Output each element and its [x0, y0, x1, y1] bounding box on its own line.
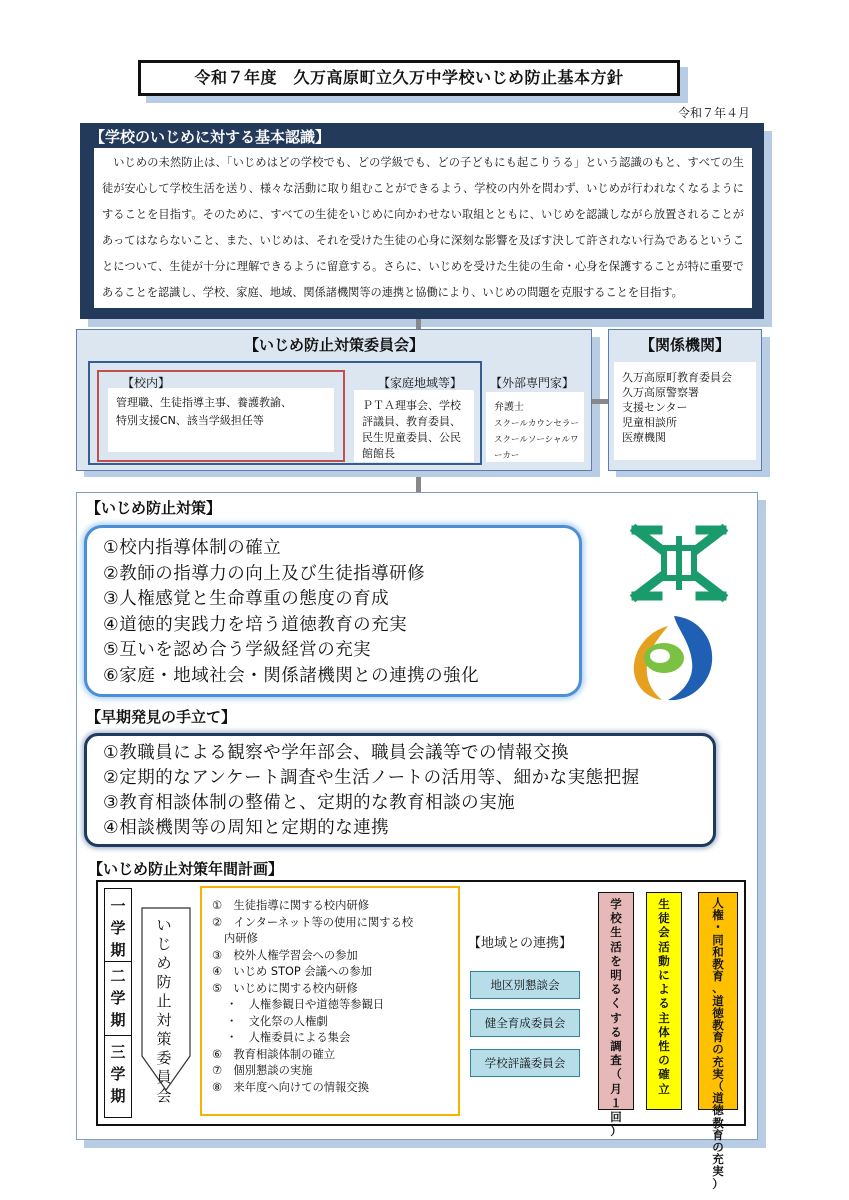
- vertical-char: 月: [610, 1081, 622, 1096]
- vertical-char: 徒: [658, 911, 670, 926]
- external-expert-label: 【外部専門家】: [490, 376, 575, 390]
- vertical-char: く: [610, 996, 622, 1011]
- recognition-heading: 【学校のいじめに対する基本認識】: [90, 128, 331, 146]
- vertical-char: 教: [712, 1115, 724, 1130]
- vertical-char: 会: [658, 925, 670, 940]
- vertical-char: ・: [712, 920, 724, 935]
- term-divider: [105, 1035, 131, 1036]
- vertical-char: 徳: [712, 1103, 724, 1118]
- external-line: スクールカウンセラー: [494, 419, 579, 429]
- document-date: 令和７年４月: [677, 106, 750, 120]
- vertical-char: 確: [658, 1067, 670, 1082]
- home-line: ＰＴＡ理事会、学校: [362, 399, 461, 412]
- plan-item: ⑦ 個別懇談の実施: [212, 1064, 313, 1077]
- plan-item: ③ 校外人権学習会への参加: [212, 948, 358, 962]
- vertical-char: 止: [156, 992, 172, 1010]
- vertical-char: 実: [712, 1164, 724, 1179]
- term-char: 三: [110, 1043, 126, 1061]
- local-item-district-meeting: 地区別懇談会: [470, 971, 580, 999]
- vertical-char: 実: [712, 1066, 724, 1081]
- vertical-char: よ: [658, 982, 670, 997]
- related-agency: 久万高原警察署: [622, 386, 699, 399]
- measure-item: ②教師の指導力の向上及び生徒指導研修: [103, 563, 426, 584]
- term-first: [105, 895, 131, 961]
- plan-subitem: ・ 文化祭の人権劇: [226, 1014, 328, 1028]
- early-item: ②定期的なアンケート調査や生活ノートの活用等、細かな実態把握: [103, 768, 640, 788]
- vertical-char: 体: [658, 1024, 670, 1039]
- vertical-char: 権: [712, 908, 724, 923]
- vertical-char: め: [156, 954, 172, 972]
- vertical-char: 生: [610, 925, 622, 940]
- early-item: ④相談機関等の周知と定期的な連携: [103, 818, 390, 838]
- external-line: ーカー: [494, 451, 520, 461]
- vertical-char: 査: [610, 1053, 622, 1068]
- early-item: ①教職員による観察や学年部会、職員会議等での情報交換: [103, 743, 570, 763]
- vertical-char: る: [610, 982, 622, 997]
- plan-item: ⑤ いじめに関する校内研修: [212, 981, 358, 995]
- vertical-char: 委: [156, 1049, 172, 1067]
- school-members-line: 管理職、生徒指導主事、養護教諭、: [116, 396, 292, 409]
- early-detection-heading: 【早期発見の手立て】: [86, 708, 237, 726]
- vertical-char: の: [712, 1042, 724, 1057]
- vertical-char: 、: [712, 981, 724, 996]
- vertical-char: 校: [610, 911, 622, 926]
- page-title: 令和７年度 久万高原町立久万中学校いじめ防止基本方針: [138, 60, 680, 96]
- external-line: 弁護士: [494, 402, 524, 413]
- local-item-school-council: 学校評議委員会: [470, 1049, 580, 1077]
- term-char: 学: [110, 989, 126, 1007]
- vertical-char: （: [610, 1067, 622, 1082]
- town-logo: [628, 612, 716, 704]
- recognition-body: いじめの未然防止は、「いじめはどの学校でも、どの学級でも、どの子どもにも起こりうる」という認識のもと、すべての生徒が安心して学校生活を送り、様々な活動に取り組むことができるよう、学校の内外を問わず、いじめが行われなくなるようにすることを目指す。そのために、すべての生徒をいじめに向かわせない取組とともに、いじめを認識しながら放置されることがあってはならないこと、また、いじめは、それを受けた生徒の心身に深刻な影響を及ぼす決して許されない行為であるということについて、生徒が十分に理解できるように留意する。さらに、いじめを受けた生徒の生命・心身を保護することが特に重要であることを認識し、学校、家庭、地域、関係諸機関等の連携と協働により、いじめの問題を克服することを目指す。: [94, 148, 752, 308]
- term-second: [105, 965, 131, 1031]
- vertical-char: 育: [712, 969, 724, 984]
- vertical-char: 員: [156, 1068, 172, 1086]
- vertical-char: 充: [712, 1054, 724, 1069]
- home-line: 館館長: [362, 447, 395, 460]
- home-community-members: [354, 390, 474, 462]
- vertical-char: 育: [712, 1030, 724, 1045]
- vertical-char: ）: [712, 1176, 724, 1191]
- vertical-char: 活: [658, 939, 670, 954]
- related-agency: 児童相談所: [622, 416, 677, 429]
- vertical-char: 生: [658, 897, 670, 911]
- vertical-char: 育: [712, 1127, 724, 1142]
- vertical-char: を: [610, 953, 622, 968]
- vertical-char: の: [658, 1053, 670, 1068]
- vertical-char: 防: [156, 973, 172, 991]
- vertical-char: 回: [610, 1110, 622, 1125]
- local-cooperation-label: 【地域との連携】: [468, 936, 573, 951]
- vertical-char: 主: [658, 1010, 670, 1025]
- connector-line: [416, 319, 421, 329]
- plan-item-cont: 内研修: [224, 932, 258, 945]
- vertical-char: 活: [610, 939, 622, 954]
- vertical-char: 策: [156, 1030, 172, 1048]
- vertical-column-survey: [598, 892, 634, 1139]
- related-agency: 医療機関: [622, 431, 666, 444]
- related-agencies-title: 【関係機関】: [639, 336, 730, 354]
- vertical-char: 性: [658, 1039, 670, 1054]
- measures-heading: 【いじめ防止対策】: [86, 499, 222, 517]
- plan-item: ① 生徒指導に関する校内研修: [212, 899, 369, 912]
- external-expert-members: [486, 392, 584, 462]
- early-detection-list: [84, 733, 716, 847]
- term-third: [105, 1041, 131, 1107]
- vertical-char: １: [610, 1095, 622, 1110]
- measure-item: ⑤互いを認め合う学級経営の充実: [103, 640, 372, 660]
- vertical-char: る: [658, 996, 670, 1011]
- plan-subitem: ・ 人権参観日や道徳等参観日: [226, 998, 385, 1011]
- committee-title: 【いじめ防止対策委員会】: [243, 336, 424, 354]
- school-label: 【校内】: [122, 376, 171, 390]
- vertical-char: 対: [156, 1011, 172, 1029]
- vertical-char: い: [156, 916, 172, 934]
- school-members: [108, 388, 334, 452]
- vertical-char: （: [712, 1079, 724, 1094]
- external-line: スクールソーシャルワ: [494, 435, 579, 445]
- related-agency: 久万高原町教育委員会: [622, 371, 732, 384]
- vertical-char: 道: [712, 993, 724, 1008]
- vertical-char: 会: [156, 1087, 172, 1105]
- vertical-column-student-council: [646, 892, 682, 1110]
- vertical-char: 教: [712, 1018, 724, 1033]
- plan-item: ⑥ 教育相談体制の確立: [212, 1047, 336, 1061]
- early-item: ③教育相談体制の整備と、定期的な教育相談の実施: [103, 793, 516, 813]
- vertical-char: 和: [712, 944, 724, 959]
- home-community-label: 【家庭地域等】: [378, 376, 463, 390]
- school-emblem-logo: [628, 522, 730, 604]
- vertical-char: 学: [610, 897, 622, 911]
- related-agencies-list: [614, 362, 756, 460]
- vertical-char: 教: [712, 957, 724, 972]
- vertical-char: の: [712, 1140, 724, 1155]
- term-char: 一: [110, 897, 126, 915]
- annual-plan-heading: 【いじめ防止対策年間計画】: [88, 860, 284, 878]
- term-char: 期: [110, 1087, 126, 1105]
- vertical-column-text: [599, 897, 633, 1138]
- vertical-char: る: [610, 1024, 622, 1039]
- measures-list: [84, 525, 582, 697]
- plan-item: ② インターネット等の使用に関する校: [212, 915, 414, 929]
- vertical-char: 人: [712, 896, 724, 910]
- vertical-char: に: [658, 968, 670, 983]
- vertical-column-human-rights: [698, 892, 738, 1191]
- term-char: 学: [110, 919, 126, 937]
- plan-item: ⑧ 来年度へ向けての情報交換: [212, 1080, 369, 1094]
- vertical-char: 充: [712, 1152, 724, 1167]
- vertical-char: 明: [610, 968, 622, 983]
- home-line: 民生児童委員、公民: [362, 431, 461, 444]
- related-agency: 支援センター: [622, 401, 688, 414]
- local-item-youth-committee: 健全育成委員会: [470, 1009, 580, 1037]
- committee-arrow-label: [152, 916, 176, 1106]
- term-char: 学: [110, 1065, 126, 1083]
- vertical-char: ）: [610, 1124, 622, 1139]
- vertical-char: 道: [712, 1091, 724, 1106]
- vertical-char: 動: [658, 953, 670, 968]
- vertical-char: 調: [610, 1039, 622, 1054]
- measure-item: ①校内指導体制の確立: [103, 538, 282, 558]
- measure-item: ⑥家庭・地域社会・関係諸機関との連携の強化: [103, 665, 480, 686]
- measure-item: ④道徳的実践力を培う道徳教育の充実: [103, 614, 408, 635]
- annual-plan-list: [200, 886, 460, 1116]
- vertical-char: じ: [156, 935, 172, 953]
- vertical-char: す: [610, 1010, 622, 1025]
- term-divider: [105, 961, 131, 962]
- measure-item: ③人権感覚と生命尊重の態度の育成: [103, 589, 390, 609]
- vertical-char: 徳: [712, 1005, 724, 1020]
- home-line: 評議員、教育委員、: [362, 415, 461, 428]
- term-char: 期: [110, 941, 126, 959]
- term-char: 期: [110, 1011, 126, 1029]
- vertical-column-text: [699, 897, 737, 1190]
- vertical-char: 立: [658, 1081, 670, 1096]
- term-char: 二: [110, 967, 126, 985]
- vertical-column-text: [647, 897, 681, 1096]
- plan-item: ④ いじめ STOP 会議への参加: [212, 965, 373, 978]
- vertical-char: 同: [712, 932, 724, 947]
- plan-subitem: ・ 人権委員による集会: [226, 1031, 351, 1044]
- school-members-line: 特別支援CN、該当学級担任等: [116, 414, 264, 427]
- term-column: [104, 888, 132, 1118]
